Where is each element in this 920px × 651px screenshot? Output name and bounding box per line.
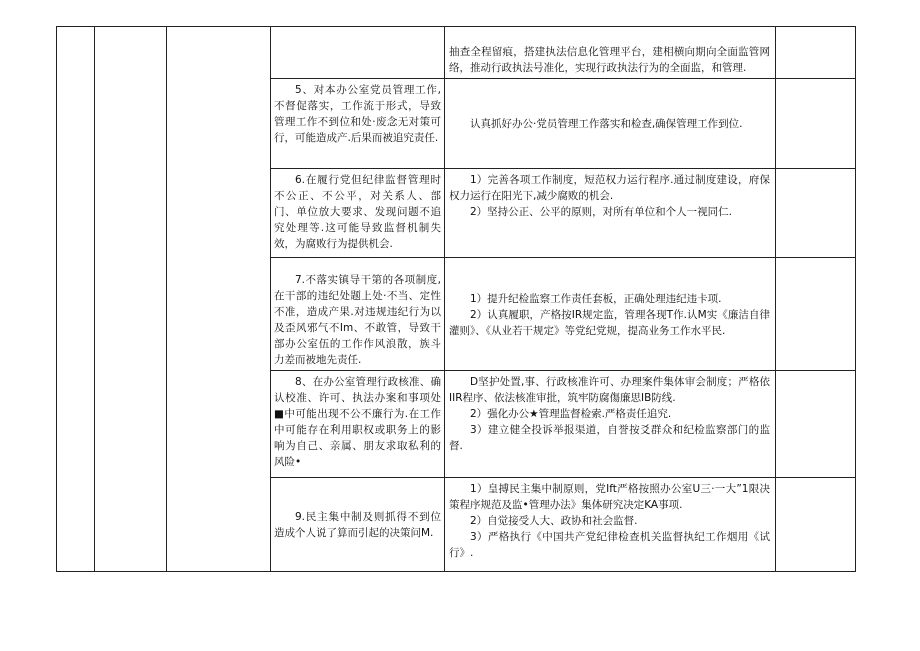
measure-text: 3）严格执行《中国共产党纪律检查机关监督执纪工作烟用《试行》. xyxy=(449,531,770,559)
risk-point-cell: 5、对本办公室党员管理工作,不督促落实，工作流于形式，导致管理工作不到位和处·废念无对策可行，可能造成产.后果而被追究责任. xyxy=(271,79,445,169)
prevention-measure-cell xyxy=(445,371,776,478)
risk-control-table xyxy=(56,26,856,572)
prevention-measure-cell xyxy=(445,79,776,169)
measure-text: 1）完善各项工作制度，短范权力运行程序.通过制度建设，府保权力运行在阳光下,减少腐败的机会. xyxy=(449,174,770,202)
duty-cell xyxy=(167,27,271,572)
measure-text: 2）坚持公正、公平的原则，对所有单位和个人一视同仁. xyxy=(470,206,733,218)
measure-text: 2）认真履职，产格按IR规定监，管理各现T作.认M实《廉洁自律灌则》、《从业若干规定》等党纪党规，提高业务工作水平民. xyxy=(449,308,770,337)
measure-text: 2）强化办公★管理监督检索.严格责任追究. xyxy=(470,408,672,420)
remark-cell xyxy=(776,169,856,258)
measure-text: D坚护处置,事、行政核准许可、办理案件集体审会制度；严格依IIR程序、依法核准审批，筑牢防腐傷廉思IB防线. xyxy=(449,376,770,404)
prevention-measure-cell xyxy=(445,258,776,371)
risk-point-cell: 7.不落实镇导干第的各项制度,在干部的违纪处题上处·不当、定性不准，造成产果.对违规违纪行为以及歪风邪气不Im、不敢管，导致干部办公室伍的工作作风浪散，族斗力差而被地先责任. xyxy=(271,258,445,371)
measure-text: 抽查全程留痕，搭建执法信息化管理平台，建相横向期向全面监管网络，推动行政执法号准化，实现行政执法行为的全面监，和管理. xyxy=(449,46,770,74)
remark-cell xyxy=(776,478,856,572)
post-cell xyxy=(95,27,167,572)
risk-point-cell: 6.在履行党但纪律监督管理时不公正、不公平，对关系人、部门、单位放大要求、发现问题不追究处理等.这可能导致监督机制失效，为腐败行为提供机会. xyxy=(271,169,445,258)
risk-point-cell: 9.民主集中制及则抓得不到位造成个人说了算而引起的决策问M. xyxy=(271,478,445,572)
table-row xyxy=(57,27,856,79)
prevention-measure-cell xyxy=(445,169,776,258)
risk-point-cell: 8、在办公室管理行政核准、确认校准、许可、执法办案和事项处■中可能出现不公不廉行为.在工作中可能存在利用职权或职务上的影响为自己、亲属、朋友求取私利的风险• xyxy=(271,371,445,478)
remark-cell xyxy=(776,79,856,169)
risk-point-cell xyxy=(271,27,445,79)
sequence-cell xyxy=(57,27,95,572)
measure-text: 2）自觉接受人大、政协和社会监督. xyxy=(470,515,638,527)
measure-text: 1）皇搏民主集中制原则，党Ift严格按照办公室U三·一大”1限决策程序规范及监•管理办法》集体研究决定KA事项. xyxy=(449,483,770,511)
remark-cell xyxy=(776,371,856,478)
measure-text: 1）提升纪检监察工作责任套板，正确处理违纪违卡项. xyxy=(470,292,722,305)
prevention-measure-cell xyxy=(445,478,776,572)
remark-cell xyxy=(776,27,856,79)
measure-text: 认真抓好办公·党员管理工作落实和检查,确保管理工作到位. xyxy=(470,118,743,130)
prevention-measure-cell xyxy=(445,27,776,79)
remark-cell xyxy=(776,258,856,371)
measure-text: 3）建立健全投诉举报渠道，自誉按爻群众和纪检监察部门的监督. xyxy=(449,424,770,452)
